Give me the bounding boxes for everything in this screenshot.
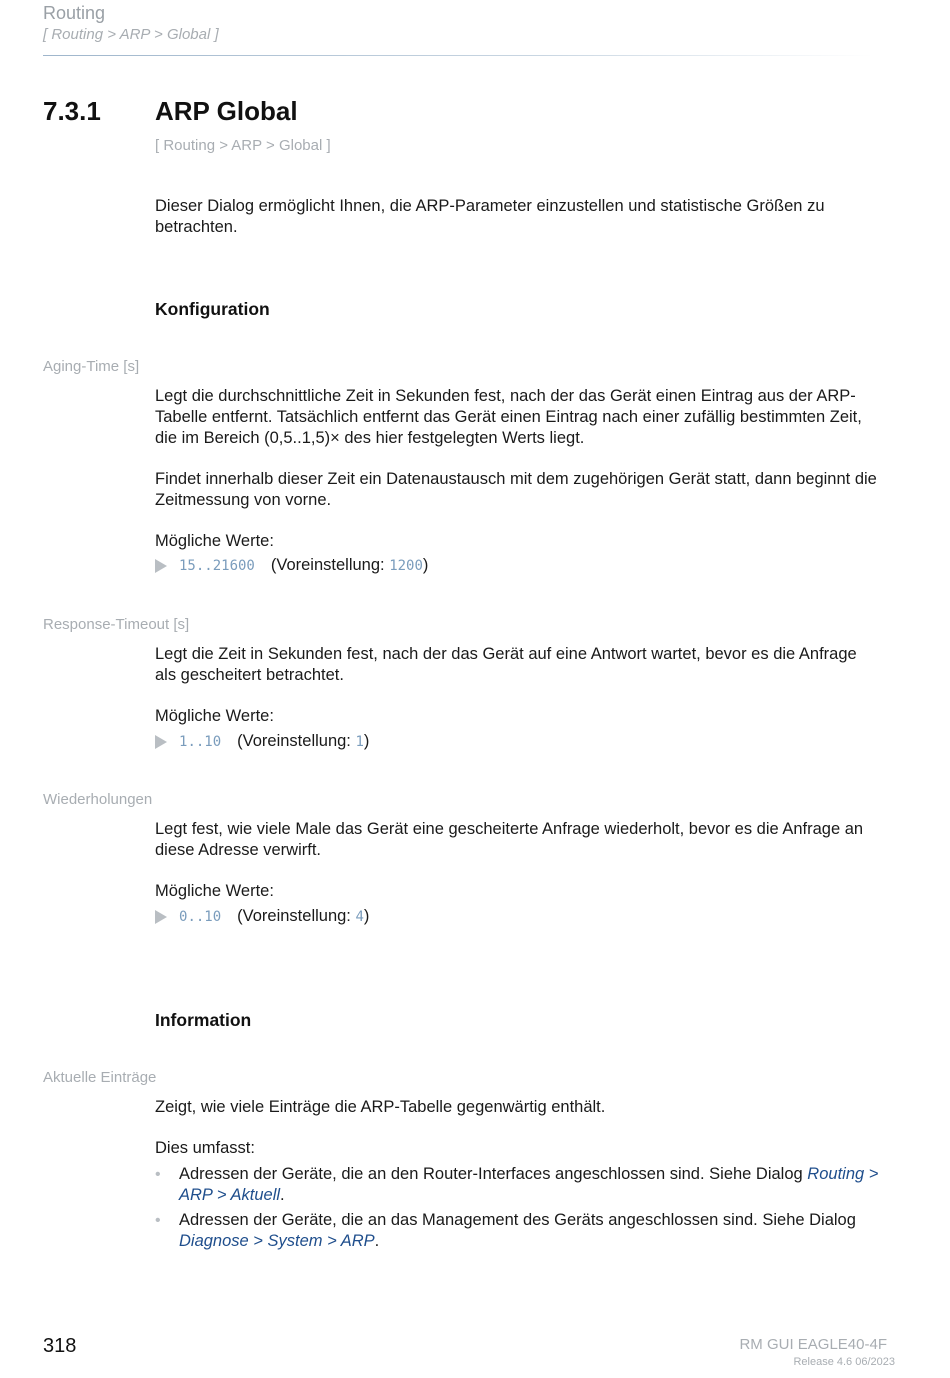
param-label-response-timeout: Response-Timeout [s] <box>43 616 190 633</box>
current-entries-description: Zeigt, wie viele Einträge die ARP-Tabelle gegenwärtig enthält. <box>155 1098 606 1116</box>
description-line: die im Bereich (0,5..1,5)× des hier festgelegten Werts liegt. <box>155 429 585 447</box>
intro-line: betrachten. <box>155 218 238 236</box>
running-header-chapter: Routing <box>43 3 106 23</box>
description-line: Findet innerhalb dieser Zeit ein Datenaustausch mit dem zugehörigen Gerät statt, dann beginnt die <box>155 470 877 488</box>
list-item <box>155 1210 895 1252</box>
range-min: 0 <box>179 908 188 925</box>
default-value: 1 <box>355 733 364 750</box>
range-max: 10 <box>204 908 222 925</box>
range-separator: .. <box>187 908 205 925</box>
current-entries-includes: Dies umfasst: <box>155 1139 255 1157</box>
bullet-dot-icon: • <box>155 1212 161 1229</box>
retries-description <box>155 819 895 861</box>
default-label: (Voreinstellung: <box>270 556 390 574</box>
section-number: 7.3.1 <box>43 96 101 126</box>
default-close: ) <box>422 556 429 574</box>
period: . <box>280 1186 285 1204</box>
description-line: Legt fest, wie viele Male das Gerät eine gescheiterte Anfrage wiederholt, bevor es die Anfrage an <box>155 820 864 838</box>
range-separator: .. <box>195 557 213 574</box>
aging-time-value-range <box>155 556 428 575</box>
link-routing-arp-aktuell-cont[interactable]: ARP > Aktuell <box>179 1186 281 1204</box>
description-line: Legt die Zeit in Sekunden fest, nach der das Gerät auf eine Antwort wartet, bevor es die Anfrage <box>155 645 857 663</box>
list-item-content <box>179 1210 856 1252</box>
list-item-content <box>179 1164 878 1206</box>
default-label: (Voreinstellung: <box>237 732 356 750</box>
link-diagnose-system-arp[interactable]: Diagnose > System > ARP <box>179 1232 375 1250</box>
aging-time-note <box>155 469 895 511</box>
list-item-text: Adressen der Geräte, die an das Management des Geräts angeschlossen sind. Siehe Dialog <box>179 1211 856 1229</box>
footer-release: Release 4.6 06/2023 <box>793 1356 895 1368</box>
description-line: Legt die durchschnittliche Zeit in Sekunden fest, nach der das Gerät einen Eintrag aus der ARP- <box>155 387 856 405</box>
triangle-bullet-icon <box>155 559 167 573</box>
section-breadcrumb: [ Routing > ARP > Global ] <box>155 137 331 154</box>
range-max: 21600 <box>212 557 255 574</box>
bullet-dot-icon: • <box>155 1166 161 1183</box>
period: . <box>374 1232 380 1250</box>
description-line: Zeitmessung von vorne. <box>155 491 332 509</box>
configuration-heading: Konfiguration <box>155 299 270 319</box>
running-header-breadcrumb: [ Routing > ARP > Global ] <box>43 26 219 43</box>
param-label-current-entries: Aktuelle Einträge <box>43 1069 157 1086</box>
page-number: 318 <box>43 1335 77 1357</box>
information-heading: Information <box>155 1010 252 1030</box>
default-value: 4 <box>355 908 364 925</box>
footer-document: RM GUI EAGLE40-4F <box>739 1336 887 1353</box>
section-title: ARP Global <box>155 96 298 126</box>
default-label: (Voreinstellung: <box>237 907 356 925</box>
range-max: 10 <box>204 733 222 750</box>
response-timeout-values-label: Mögliche Werte: <box>155 707 274 725</box>
default-close: ) <box>363 907 370 925</box>
header-divider <box>43 55 873 56</box>
list-item <box>155 1164 895 1206</box>
response-timeout-value-range <box>155 732 369 751</box>
range-min: 1 <box>179 733 188 750</box>
retries-value-range <box>155 907 369 926</box>
aging-time-description <box>155 386 895 449</box>
param-label-aging-time: Aging-Time [s] <box>43 358 140 375</box>
range-separator: .. <box>187 733 205 750</box>
default-value: 1200 <box>389 557 423 574</box>
aging-time-values-label: Mögliche Werte: <box>155 532 274 550</box>
intro-paragraph <box>155 196 895 238</box>
retries-values-label: Mögliche Werte: <box>155 882 274 900</box>
triangle-bullet-icon <box>155 735 167 749</box>
description-line: Tabelle entfernt. Tatsächlich entfernt das Gerät einen Eintrag nach einer zufällig bestimmten Zeit, <box>155 408 862 426</box>
description-line: diese Adresse verwirft. <box>155 841 321 859</box>
intro-line: Dieser Dialog ermöglicht Ihnen, die ARP-Parameter einzustellen und statistische Größen zu <box>155 197 825 215</box>
description-line: als gescheitert betrachtet. <box>155 666 344 684</box>
response-timeout-description <box>155 644 895 686</box>
triangle-bullet-icon <box>155 910 167 924</box>
list-item-text: Adressen der Geräte, die an den Router-Interfaces angeschlossen sind. Siehe Dialog <box>179 1165 808 1183</box>
range-min: 15 <box>179 557 196 574</box>
link-routing-arp-aktuell[interactable]: Routing > <box>807 1165 879 1183</box>
param-label-retries: Wiederholungen <box>43 791 153 808</box>
default-close: ) <box>363 732 370 750</box>
